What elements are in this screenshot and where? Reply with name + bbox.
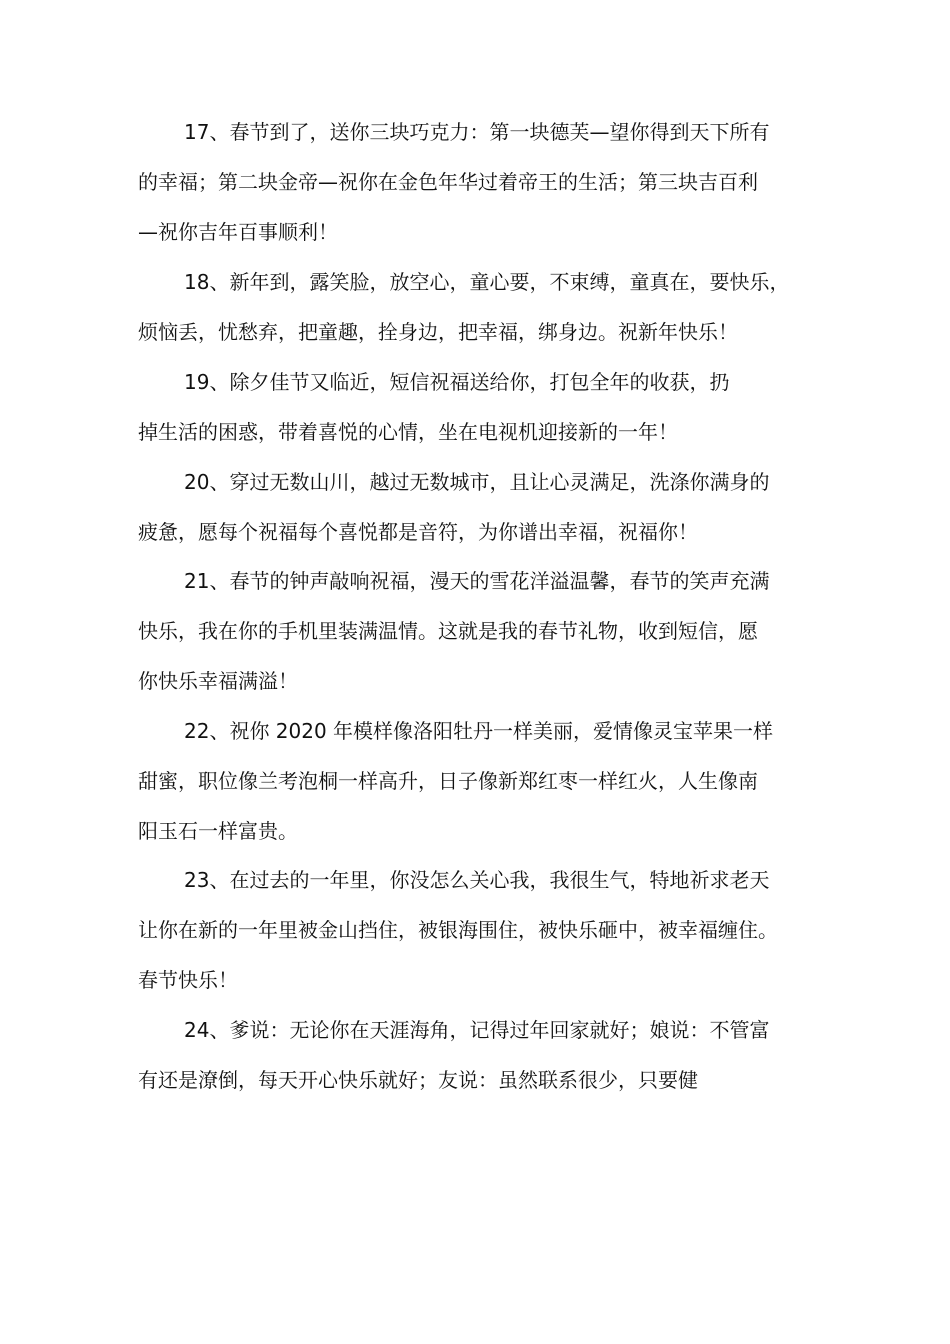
text-line: 甜蜜，职位像兰考泡桐一样高升，日子像新郑红枣一样红火，人生像南 <box>138 769 758 793</box>
text-line: —祝你吉年百事顺利！ <box>138 220 338 244</box>
text-line: 24、爹说：无论你在天涯海角，记得过年回家就好；娘说：不管富 <box>184 1018 770 1042</box>
text-line: 20、穿过无数山川，越过无数城市，且让心灵满足，洗涤你满身的 <box>184 470 770 494</box>
text-line: 掉生活的困惑，带着喜悦的心情，坐在电视机迎接新的一年！ <box>138 420 678 444</box>
text-line: 17、春节到了，送你三块巧克力：第一块德芙—望你得到天下所有 <box>184 120 770 144</box>
text-line: 烦恼丢，忧愁弃，把童趣，拴身边，把幸福，绑身边。祝新年快乐！ <box>138 320 738 344</box>
text-line: 春节快乐！ <box>138 968 238 992</box>
text-line: 有还是潦倒，每天开心快乐就好；友说：虽然联系很少，只要健 <box>138 1068 698 1092</box>
text-line: 疲惫，愿每个祝福每个喜悦都是音符，为你谱出幸福，祝福你！ <box>138 520 698 544</box>
text-line: 阳玉石一样富贵。 <box>138 819 298 843</box>
text-line: 23、在过去的一年里，你没怎么关心我，我很生气，特地祈求老天 <box>184 868 770 892</box>
text-line: 你快乐幸福满溢！ <box>138 669 298 693</box>
text-line: 18、新年到，露笑脸，放空心，童心要，不束缚，童真在，要快乐， <box>184 270 790 294</box>
text-line: 19、除夕佳节又临近，短信祝福送给你，打包全年的收获，扔 <box>184 370 730 394</box>
text-line: 22、祝你 2020 年模样像洛阳牡丹一样美丽，爱情像灵宝苹果一样 <box>184 719 774 743</box>
text-line: 让你在新的一年里被金山挡住，被银海围住，被快乐砸中，被幸福缠住。 <box>138 918 778 942</box>
text-line: 21、春节的钟声敲响祝福，漫天的雪花洋溢温馨，春节的笑声充满 <box>184 569 770 593</box>
text-line: 的幸福；第二块金帝—祝你在金色年华过着帝王的生活；第三块吉百利 <box>138 170 758 194</box>
text-line: 快乐，我在你的手机里装满温情。这就是我的春节礼物，收到短信，愿 <box>138 619 758 643</box>
